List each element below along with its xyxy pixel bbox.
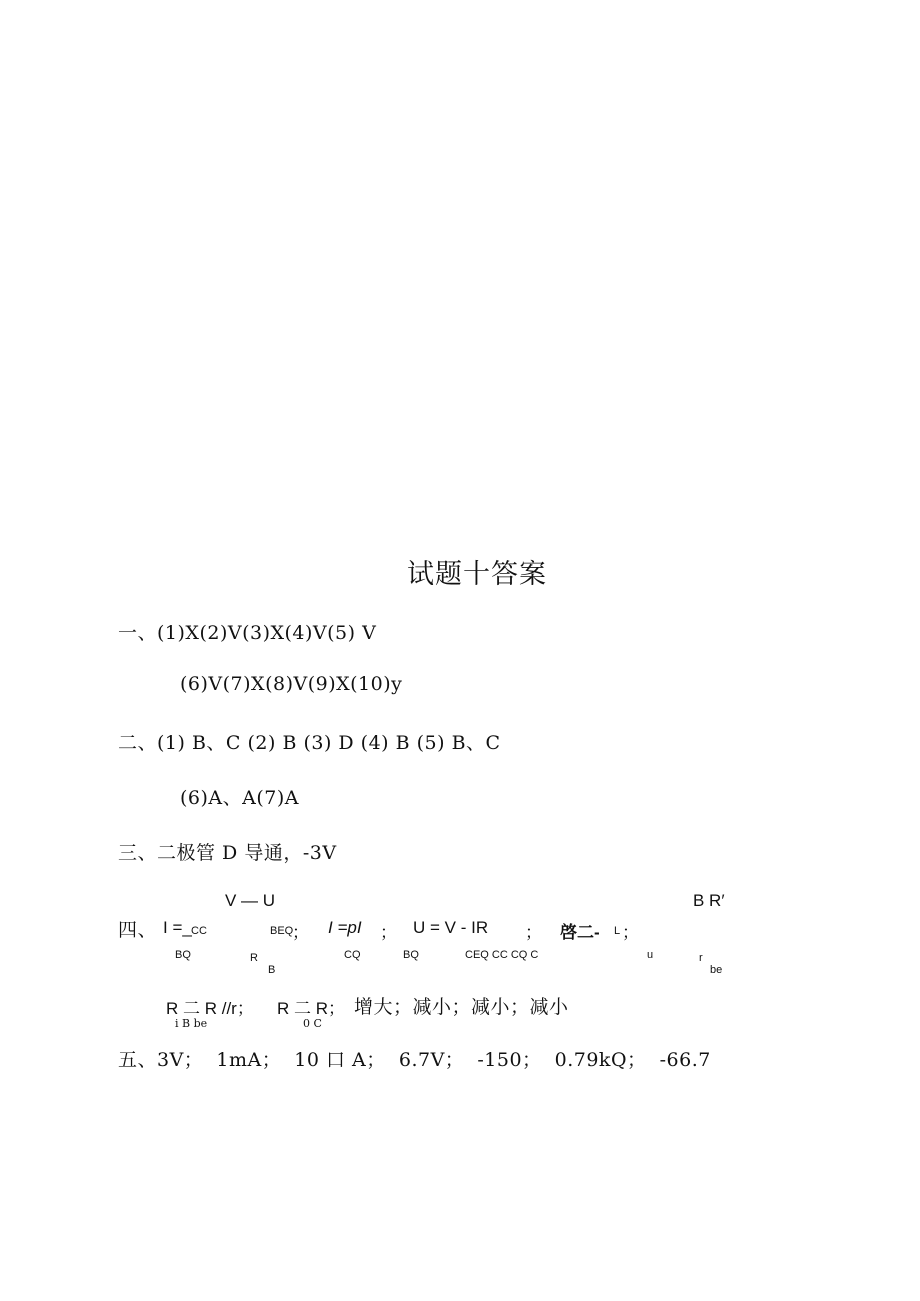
bq-subscript: BQ (175, 949, 191, 961)
voltage-gain-formula: 啓二- (560, 923, 600, 942)
l-subscript: L (614, 925, 621, 937)
cc-subscript: CC (191, 925, 207, 937)
icq-formula: I =pI (328, 918, 362, 937)
ceq-subscript: CEQ CC CQ C (465, 949, 539, 961)
output-resistance-formula: R 二 R； (277, 999, 345, 1018)
answer-line-6: 五、3V； 1mA； 10 口 A； 6.7V； -150； 0.79kQ； -66.7 (118, 1049, 711, 1071)
semicolon-4: ； (622, 923, 639, 942)
trend-answers: 增大；减小；减小；减小 (354, 996, 569, 1018)
input-resistance-formula: R 二 R //r； (166, 999, 254, 1018)
gain-numerator: B R′ (693, 891, 725, 910)
semicolon-3: ； (525, 923, 542, 942)
u-subscript: u (647, 949, 654, 961)
section-4-prefix: 四、 (118, 919, 158, 941)
answer-line-2: (6)V(7)X(8)V(9)X(10)y (180, 673, 403, 695)
semicolon-1: ； (292, 923, 309, 942)
frac-numerator: V — U (225, 891, 276, 910)
semicolon-2: ； (380, 923, 397, 942)
ro-subscript: 0 C (303, 1017, 322, 1030)
ibq-formula: I =_ (163, 918, 192, 937)
ri-subscript: i B be (175, 1017, 208, 1030)
uceq-formula: U = V - IR (413, 918, 489, 937)
answer-line-3: 二、(1) B、C (2) B (3) D (4) B (5) B、C (118, 732, 501, 754)
rb-subscript: B (268, 964, 276, 976)
answer-line-4: (6)A、A(7)A (180, 787, 299, 809)
answer-line-1: 一、(1)X(2)V(3)X(4)V(5) V (118, 622, 377, 644)
answer-line-5: 三、二极管 D 导通，-3V (118, 842, 337, 864)
page-title: 试题十答案 (407, 559, 547, 590)
bq-subscript-2: BQ (403, 949, 419, 961)
be-subscript: be (710, 964, 723, 976)
rbe-denominator: r (699, 952, 703, 964)
cq-subscript: CQ (344, 949, 361, 961)
beq-subscript: BEQ (270, 925, 294, 937)
rb-denominator: R (250, 952, 258, 964)
